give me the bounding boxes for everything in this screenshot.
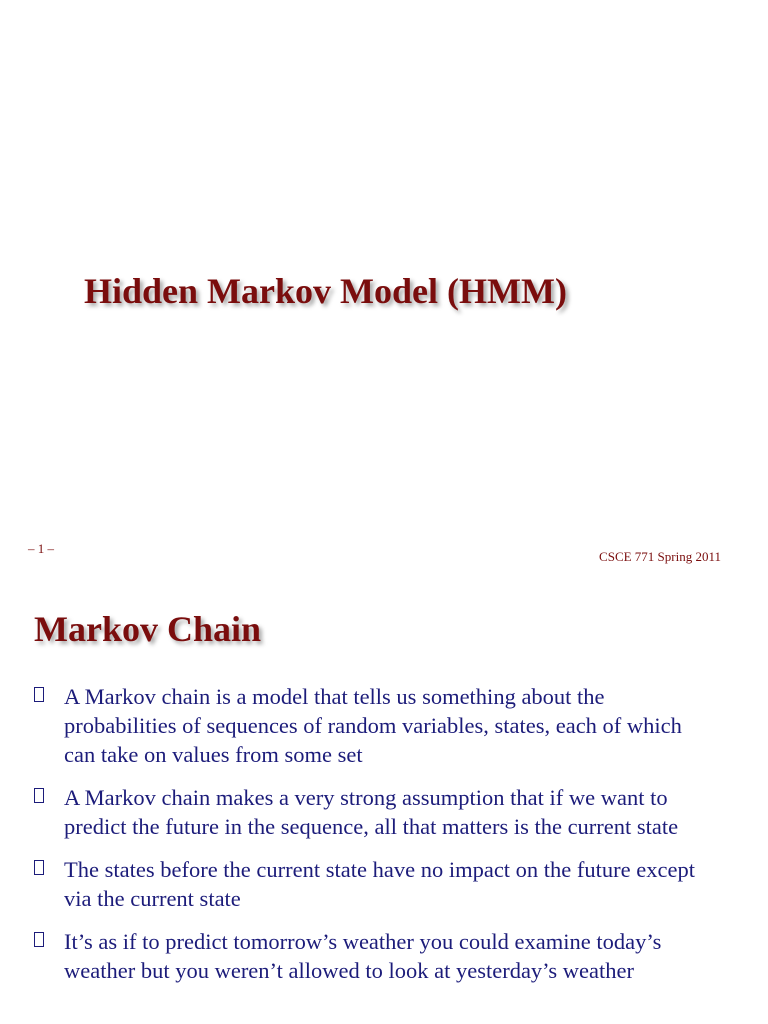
bullet-square-icon bbox=[34, 932, 44, 947]
bullet-square-icon bbox=[34, 687, 44, 702]
section-title: Markov Chain bbox=[34, 609, 262, 649]
bullet-text: It’s as if to predict tomorrow’s weather you could examine today’s weather but you weren’t allowed to look at yesterday’s weather bbox=[64, 929, 662, 983]
bullet-item bbox=[0, 783, 768, 841]
bullet-item bbox=[0, 927, 768, 985]
bullet-square-icon bbox=[34, 860, 44, 875]
markov-chain-slide bbox=[0, 580, 768, 1024]
page-number: – 1 – bbox=[28, 541, 54, 556]
bullet-text: A Markov chain is a model that tells us something about the probabilities of sequences of random variables, states, each of which can take on values from some set bbox=[64, 684, 682, 767]
bullet-item bbox=[0, 682, 768, 769]
slide-title: Hidden Markov Model (HMM) bbox=[84, 271, 567, 311]
bullet-text: A Markov chain makes a very strong assumption that if we want to predict the future in the sequence, all that matters is the current state bbox=[64, 785, 679, 839]
bullet-item bbox=[0, 855, 768, 913]
bullet-square-icon bbox=[34, 788, 44, 803]
bullet-text: The states before the current state have no impact on the future except via the current state bbox=[64, 857, 695, 911]
course-footer: CSCE 771 Spring 2011 bbox=[599, 549, 721, 564]
bullet-list bbox=[0, 682, 768, 999]
